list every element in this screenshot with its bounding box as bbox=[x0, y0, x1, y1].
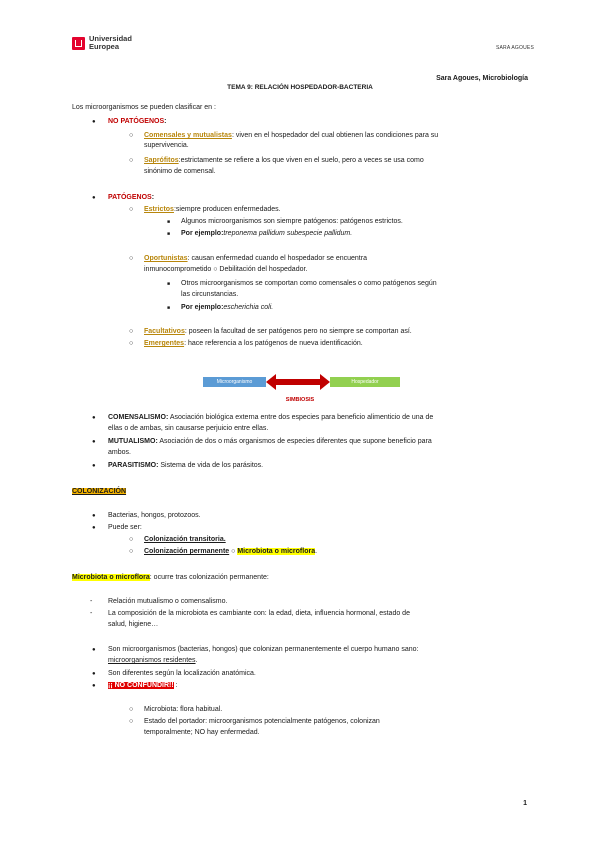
microbiota-dash2: - La composición de la microbiota es cambiante con: la edad, dieta, influencia hormonal, estado de bbox=[108, 609, 410, 619]
oportunistas-sub2: ■ Por ejemplo:escherichia coli. bbox=[181, 303, 273, 313]
oportunistas-term: Oportunistas bbox=[144, 255, 188, 262]
parasitismo-item: ● PARASITISMO: Sistema de vida de los parásitos. bbox=[108, 461, 263, 471]
oportunistas-sub1-cont: las circunstancias. bbox=[181, 291, 239, 298]
university-logo bbox=[72, 35, 132, 51]
saprofitos-term: Saprófitos bbox=[144, 157, 179, 164]
comensalismo-cont: ellas o de ambas, sin causarse perjuicio entre ellas. bbox=[108, 425, 269, 432]
topic-title: TEMA 9: RELACIÓN HOSPEDADOR-BACTERIA bbox=[227, 84, 373, 91]
intro-text: Los microorganismos se pueden clasificar en : bbox=[72, 104, 216, 111]
colonizacion-transitoria: ○ Colonización transitoria. bbox=[144, 535, 226, 545]
no-patogenos-item: ● NO PATÓGENOS: bbox=[108, 117, 166, 127]
comensales-item: ○ Comensales y mutualistas: viven en el hospedador del cual obtienen las condiciones para su bbox=[144, 131, 438, 141]
logo-line1: Universidad bbox=[89, 34, 132, 43]
patogenos-label: PATÓGENOS bbox=[108, 194, 152, 201]
emergentes-item: ○ Emergentes: hace referencia a los patógenos de nueva identificación. bbox=[144, 339, 363, 349]
oportunistas-item: ○ Oportunistas: causan enfermedad cuando el hospedador se encuentra bbox=[144, 254, 367, 264]
microbiota-sub2: ○ Estado del portador: microorganismos potencialmente patógenos, colonizan bbox=[144, 717, 380, 727]
oportunistas-sub1: ■ Otros microorganismos se comportan como comensales o como patógenos según bbox=[181, 279, 437, 289]
microbiota-bullet1: ● Son microorganismos (bacterias, hongos) que colonizan permanentemente el cuerpo humano sano: bbox=[108, 645, 419, 655]
facultativos-item: ○ Facultativos: poseen la facultad de ser patógenos pero no siempre se comportan así. bbox=[144, 327, 412, 337]
colonizacion-item2: ● Puede ser: bbox=[108, 523, 142, 533]
oportunistas-text-cont: inmunocomprometido ○ Debilitación del hospedador. bbox=[144, 266, 308, 273]
saprofitos-text-cont: sinónimo de comensal. bbox=[144, 168, 216, 175]
estrictos-item: ○ Estrictos:siempre producen enfermedades. bbox=[144, 205, 281, 215]
colonizacion-heading: COLONIZACIÓN bbox=[72, 488, 127, 495]
colonizacion-item1: ● Bacterias, hongos, protozoos. bbox=[108, 511, 201, 521]
colonizacion-permanente: ○ Colonización permanente ○ Microbiota o microflora. bbox=[144, 547, 317, 557]
emergentes-term: Emergentes bbox=[144, 340, 185, 347]
comensales-text-cont: supervivencia. bbox=[144, 142, 189, 149]
estrictos-term: Estrictos bbox=[144, 206, 174, 213]
logo-mark-icon bbox=[72, 37, 85, 50]
microbiota-bullet3: ● ¡¡ NO CONFUNDIR!! : bbox=[108, 681, 178, 691]
header-author: SARA AGOUES bbox=[495, 45, 534, 51]
author-line: Sara Agoues, Microbiología bbox=[436, 75, 528, 82]
microbiota-sub1: ○ Microbiota: flora habitual. bbox=[144, 705, 222, 715]
comensales-term: Comensales y mutualistas bbox=[144, 132, 232, 139]
microbiota-heading: Microbiota o microflora: ocurre tras colonización permanente: bbox=[72, 574, 269, 581]
microbiota-sub2-cont: temporalmente; NO hay enfermedad. bbox=[144, 729, 260, 736]
saprofitos-item: ○ Saprófitos:estrictamente se refiere a los que viven en el suelo, pero a veces se usa como bbox=[144, 156, 424, 166]
logo-line2: Europea bbox=[89, 42, 120, 51]
estrictos-sub1: ■ Algunos microorganismos son siempre patógenos: patógenos estrictos. bbox=[181, 217, 403, 227]
no-patogenos-label: NO PATÓGENOS bbox=[108, 118, 165, 125]
microbiota-bullet2: ● Son diferentes según la localización anatómica. bbox=[108, 669, 256, 679]
page-number: 1 bbox=[523, 800, 527, 807]
microbiota-dash2-cont: salud, higiene… bbox=[108, 621, 159, 628]
microorganismo-box: Microorganismo bbox=[203, 377, 266, 387]
simbiosis-label: SIMBIOSIS bbox=[285, 397, 315, 403]
comensalismo-item: ● COMENSALISMO: Asociación biológica externa entre dos especies para beneficio alimenticio de una de bbox=[108, 413, 433, 423]
double-arrow-icon bbox=[266, 374, 330, 390]
patogenos-item: ● PATÓGENOS: bbox=[108, 193, 154, 203]
mutualismo-item: ● MUTUALISMO: Asociación de dos o más organismos de especies diferentes que supone beneficio para bbox=[108, 437, 432, 447]
hospedador-box: Hospedador bbox=[330, 377, 400, 387]
facultativos-term: Facultativos bbox=[144, 328, 185, 335]
mutualismo-cont: ambos. bbox=[108, 449, 131, 456]
microbiota-bullet1-cont: microorganismos residentes. bbox=[108, 657, 198, 664]
microbiota-dash1: - Relación mutualismo o comensalismo. bbox=[108, 597, 227, 607]
estrictos-sub2: ■ Por ejemplo:treponema pallidum subespecie pallidum. bbox=[181, 229, 352, 239]
